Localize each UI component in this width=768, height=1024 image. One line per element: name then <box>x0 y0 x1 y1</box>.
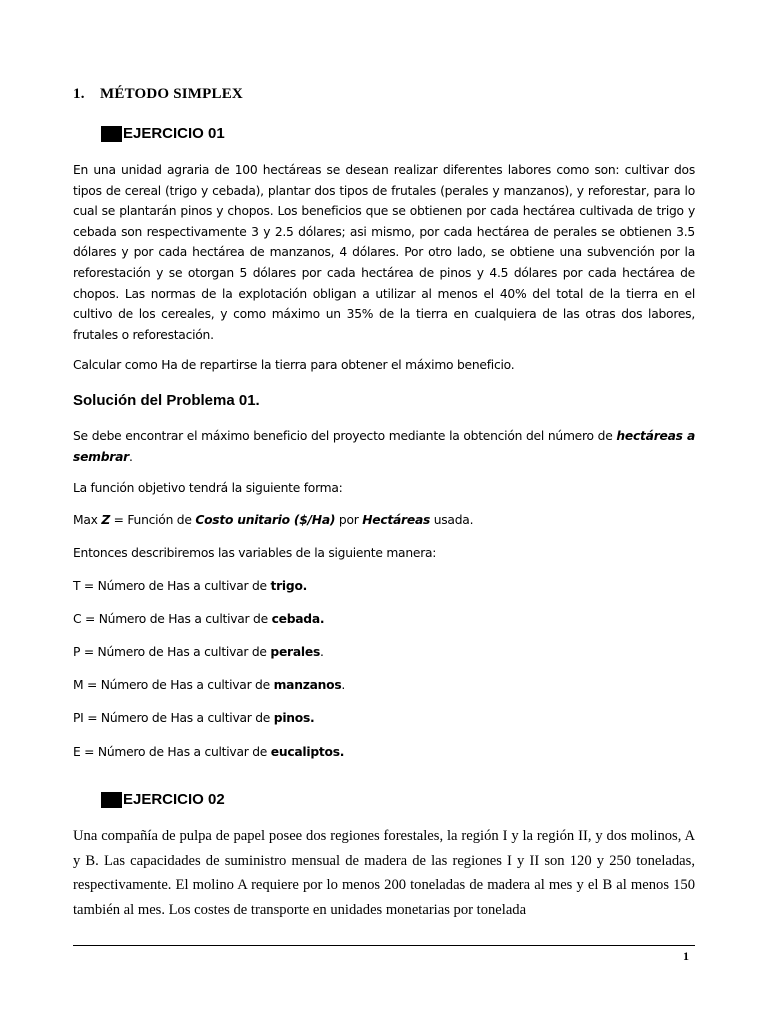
max-por: por <box>335 513 363 527</box>
variable-suffix: . <box>320 645 324 659</box>
ejercicio-02-title: EJERCICIO 02 <box>123 791 225 808</box>
variable-name: cebada. <box>271 612 325 626</box>
ejercicio-01-paragraph: En una unidad agraria de 100 hectáreas se desean realizar diferentes labores como son: cultivar dos tipos de cereal (trigo y cebada), plantar dos tipos de frutales (perales y manzanos), y reforestar, para lo cual se plantarán pinos y chopos. Los beneficios que se obtienen por cada hectárea cultivada de trigo y cebada son respectivamente 3 y 2.5 dólares; asi mismo, por cada hectárea de perales se obtienen 3.5 dólares y por cada hectárea de manzanos, 4 dólares. Por otro lado, se obtiene una subvención por la reforestación y se otorgan 5 dólares por cada hectárea de pinos y 4.5 dólares por cada hectárea de chopos. Las normas de la explotación obligan a utilizar al menos el 40% del total de la tierra en el cultivo de los cereales, y como máximo un 35% de la tierra en cualquiera de las otras dos labores, frutales o reforestación. <box>73 163 695 342</box>
ejercicio-02-paragraph: Una compañía de pulpa de papel posee dos regiones forestales, la región I y la región II, y dos molinos, A y B. Las capacidades de suministro mensual de madera de las regiones I y II son 120 y 250 toneladas, respectivamente. El molino A requiere por lo menos 200 toneladas de madera al mes y el B al menos 150 también al mes. Los costes de transporte en unidades monetarias por tonelada <box>73 828 695 918</box>
page-number: 1 <box>683 949 689 963</box>
variable-line <box>73 579 307 593</box>
variable-prefix: C = Número de Has a cultivar de <box>73 612 272 626</box>
variable-name: manzanos <box>273 678 342 692</box>
variable-line <box>73 645 324 659</box>
max-end: usada. <box>430 513 474 527</box>
variable-suffix: . <box>341 678 346 692</box>
variable-line <box>73 678 345 692</box>
variable-line <box>73 745 344 759</box>
max-mid: = Función de <box>110 513 196 527</box>
max-hectareas: Hectáreas <box>362 513 431 527</box>
solution-intro-end: . <box>128 449 133 464</box>
ejercicio-02-heading <box>101 791 225 808</box>
solution-intro <box>73 426 695 467</box>
ejercicio-01-question: Calcular como Ha de repartirse la tierra para obtener el máximo beneficio. <box>73 358 515 372</box>
variable-name: trigo. <box>270 579 308 593</box>
objective-function-line: La función objetivo tendrá la siguiente forma: <box>73 481 343 495</box>
ejercicio-01-title: EJERCICIO 01 <box>123 125 225 142</box>
variable-prefix: PI = Número de Has a cultivar de <box>73 711 274 725</box>
section-title: MÉTODO SIMPLEX <box>100 86 243 102</box>
solution-intro-text: Se debe encontrar el máximo beneficio del proyecto mediante la obtención del número de <box>73 429 613 443</box>
variable-name: perales <box>270 645 321 659</box>
max-costo: Costo unitario ($/Ha) <box>195 513 336 527</box>
section-number: 1. <box>73 86 85 102</box>
heading-marker-block <box>101 126 122 142</box>
max-prefix: Max <box>73 513 102 527</box>
variable-prefix: E = Número de Has a cultivar de <box>73 745 271 759</box>
variable-line <box>73 612 324 626</box>
variables-intro-line: Entonces describiremos las variables de la siguiente manera: <box>73 546 437 560</box>
solution-heading: Solución del Problema 01. <box>73 392 260 409</box>
solution-intro-italic: hectáreas a sembrar <box>73 429 695 464</box>
variable-prefix: T = Número de Has a cultivar de <box>73 579 271 593</box>
max-z: Z <box>101 513 111 527</box>
max-z-line <box>73 513 473 527</box>
variable-line <box>73 711 314 725</box>
heading-marker-block <box>101 792 122 808</box>
footer-rule <box>73 945 695 946</box>
ejercicio-01-heading <box>101 125 225 142</box>
variable-prefix: M = Número de Has a cultivar de <box>73 678 274 692</box>
variable-prefix: P = Número de Has a cultivar de <box>73 645 271 659</box>
section-heading <box>73 86 243 103</box>
variable-name: eucaliptos. <box>270 745 345 759</box>
variable-name: pinos. <box>273 711 315 725</box>
